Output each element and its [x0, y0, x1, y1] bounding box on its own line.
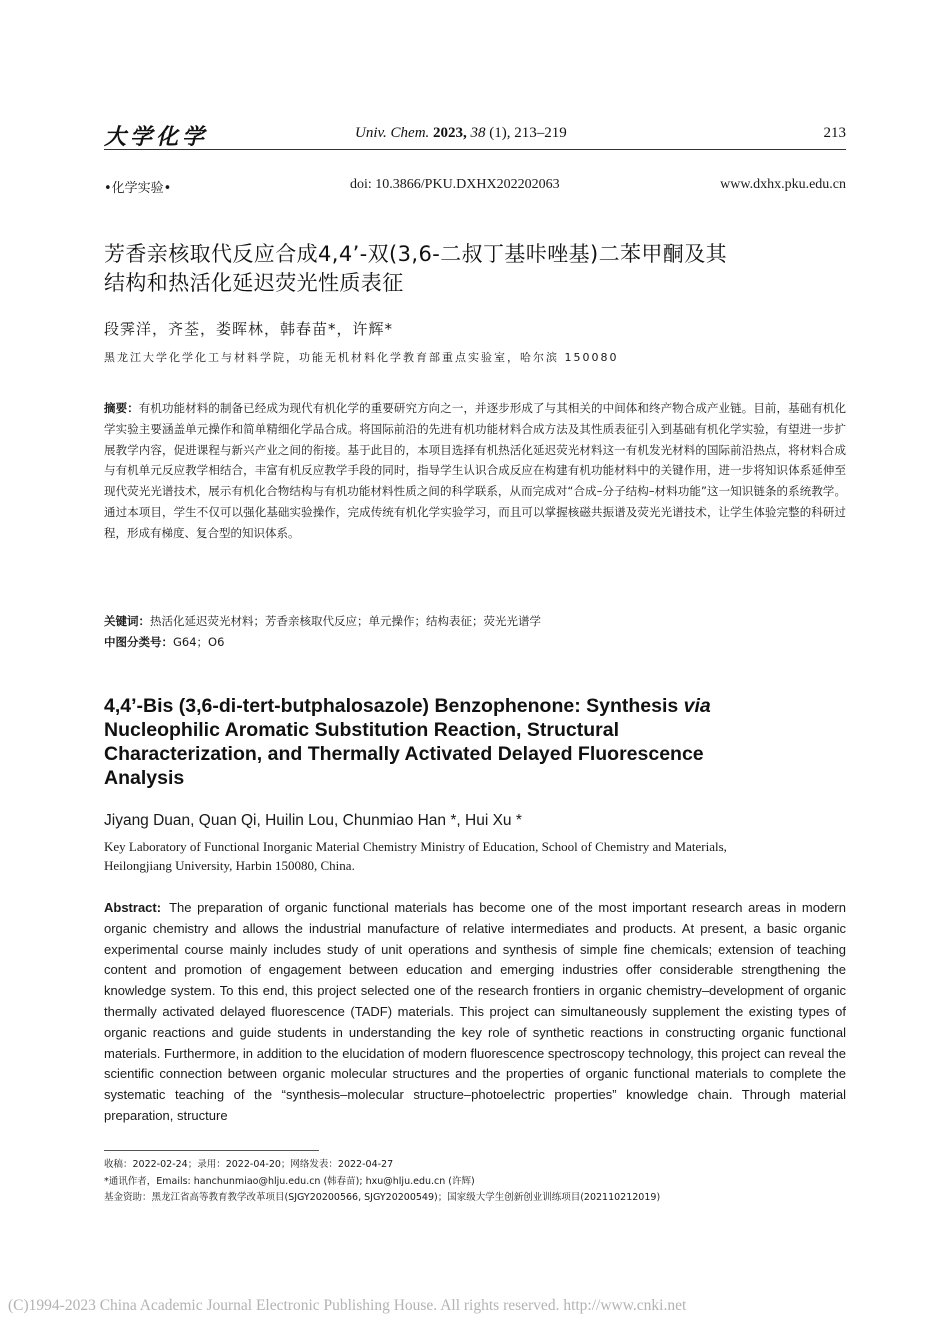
article-meta — [104, 177, 846, 197]
clc-text: G64；O6 — [173, 635, 225, 649]
footnote-divider — [104, 1150, 319, 1151]
english-title-line: Nucleophilic Aromatic Substitution Reaction, Structural — [104, 719, 619, 741]
footnotes — [104, 1157, 846, 1207]
english-title-line: Characterization, and Thermally Activated Delayed Fluorescence — [104, 743, 704, 765]
chinese-affiliation: 黑龙江大学化学化工与材料学院，功能无机材料化学教育部重点实验室，哈尔滨 150080 — [104, 351, 619, 364]
chinese-title-line: 结构和热活化延迟荧光性质表征 — [104, 271, 404, 295]
footnote-funding: 基金资助：黑龙江省高等教育教学改革项目(SJGY20200566, SJGY20200549)；国家级大学生创新创业训练项目(202110212019) — [104, 1192, 661, 1203]
chinese-abstract-text: 有机功能材料的制备已经成为现代有机化学的重要研究方向之一，并逐步形成了与其相关的中间体和终产物合成产业链。目前，基础有机化学实验主要涵盖单元操作和简单精细化学品合成。将国际前沿的先进有机功能材料合成方法及其性质表征引入到基础有机化学实验，有望进一步扩展教学内容，促进课程与新兴产业之间的衔接。基于此目的，本项目选择有机热活化延迟荧光材料这一有机发光材料的国际前沿热点，将材料合成与有机单元反应教学相结合，丰富有机反应教学手段的同时，指导学生认识合成反应在构建有机功能材料中的关键作用，进一步将知识体系延伸至现代荧光光谱技术，展示有机化合物结构与有机功能材料性质之间的科学联系，从而完成对“合成–分子结构–材料功能”这一知识链条的系统教学。通过本项目，学生不仅可以强化基础实验操作，完成传统有机化学实验学习，而且可以掌握核磁共振谱及荧光光谱技术，让学生体验完整的科研过程，形成有梯度、复合型的知识体系。 — [104, 401, 847, 540]
english-title-line: 4,4’-Bis (3,6-di-tert-butphalosazole) Benzophenone: Synthesis — [104, 695, 684, 717]
english-title-line: Analysis — [104, 767, 185, 789]
chinese-abstract-label: 摘要： — [104, 401, 139, 415]
page-number: 213 — [823, 125, 846, 141]
english-affiliation-line: Heilongjiang University, Harbin 150080, China. — [104, 858, 355, 873]
english-affiliation-line: Key Laboratory of Functional Inorganic Material Chemistry Ministry of Education, School of Chemistry and Materials, — [104, 839, 727, 854]
clc-label: 中图分类号： — [104, 635, 173, 649]
journal-citation: Univ. Chem. 2023, 38 (1), 213–219 — [355, 125, 567, 141]
page-header — [104, 120, 846, 150]
chinese-title-line: 芳香亲核取代反应合成4,4’-双(3,6-二叔丁基咔唑基)二苯甲酮及其 — [104, 242, 728, 266]
english-abstract-text: The preparation of organic functional materials has become one of the most important research areas in modern organic chemistry and allows the industrial manufacture of relative intermediates and products. At present, a basic organic experimental course mainly includes study of unit operations and synthesis of simple fine chemicals; extension of teaching content and promotion of engagement between education and emerging industries offer considerable strengthening the knowledge system. To this end, this project selected one of the research frontiers in organic chemistry–development of organic thermally activated delayed fluorescence (TADF) materials. This project can simultaneously supplement the existing types of organic reactions and guide students in understanding the key role of synthetic reactions in constructing organic functional materials. Furthermore, in addition to the elucidation of modern fluorescence spectroscopy technology, this project can reveal the scientific connection between organic molecular structures and the properties of organic functional materials to complete the systematic teaching of the “synthesis–molecular structure–photoelectric properties” knowledge chain. Through material preparation, structure — [104, 900, 846, 1123]
english-affiliation — [104, 837, 846, 875]
english-abstract-label: Abstract: — [104, 900, 162, 915]
english-abstract — [104, 898, 846, 1127]
footnote-received: 收稿：2022-02-24；录用：2022-04-20；网络发表：2022-04-27 — [104, 1159, 394, 1170]
chinese-keywords — [104, 611, 846, 653]
section-label: •化学实验• — [104, 181, 172, 196]
keywords-label: 关键词： — [104, 614, 150, 628]
chinese-abstract — [104, 398, 846, 544]
keywords-text: 热活化延迟荧光材料；芳香亲核取代反应；单元操作；结构表征；荧光光谱学 — [150, 614, 541, 628]
journal-website[interactable]: www.dxhx.pku.edu.cn — [720, 177, 846, 192]
chinese-title — [104, 240, 854, 298]
footnote-corresponding: *通讯作者，Emails: hanchunmiao@hlju.edu.cn (韩春苗); hxu@hlju.edu.cn (许辉) — [104, 1175, 475, 1187]
chinese-authors: 段霁洋，齐荃，娄晖林，韩春苗*，许辉* — [104, 320, 394, 338]
journal-logo: 大学化学 — [104, 124, 209, 150]
english-title — [104, 694, 846, 790]
english-title-via: via — [683, 695, 711, 717]
doi[interactable]: doi: 10.3866/PKU.DXHX202202063 — [350, 177, 560, 192]
english-authors: Jiyang Duan, Quan Qi, Huilin Lou, Chunmiao Han *, Hui Xu * — [104, 812, 522, 829]
copyright-watermark: (C)1994-2023 China Academic Journal Electronic Publishing House. All rights reserved. http://www.cnki.net — [8, 1297, 687, 1314]
